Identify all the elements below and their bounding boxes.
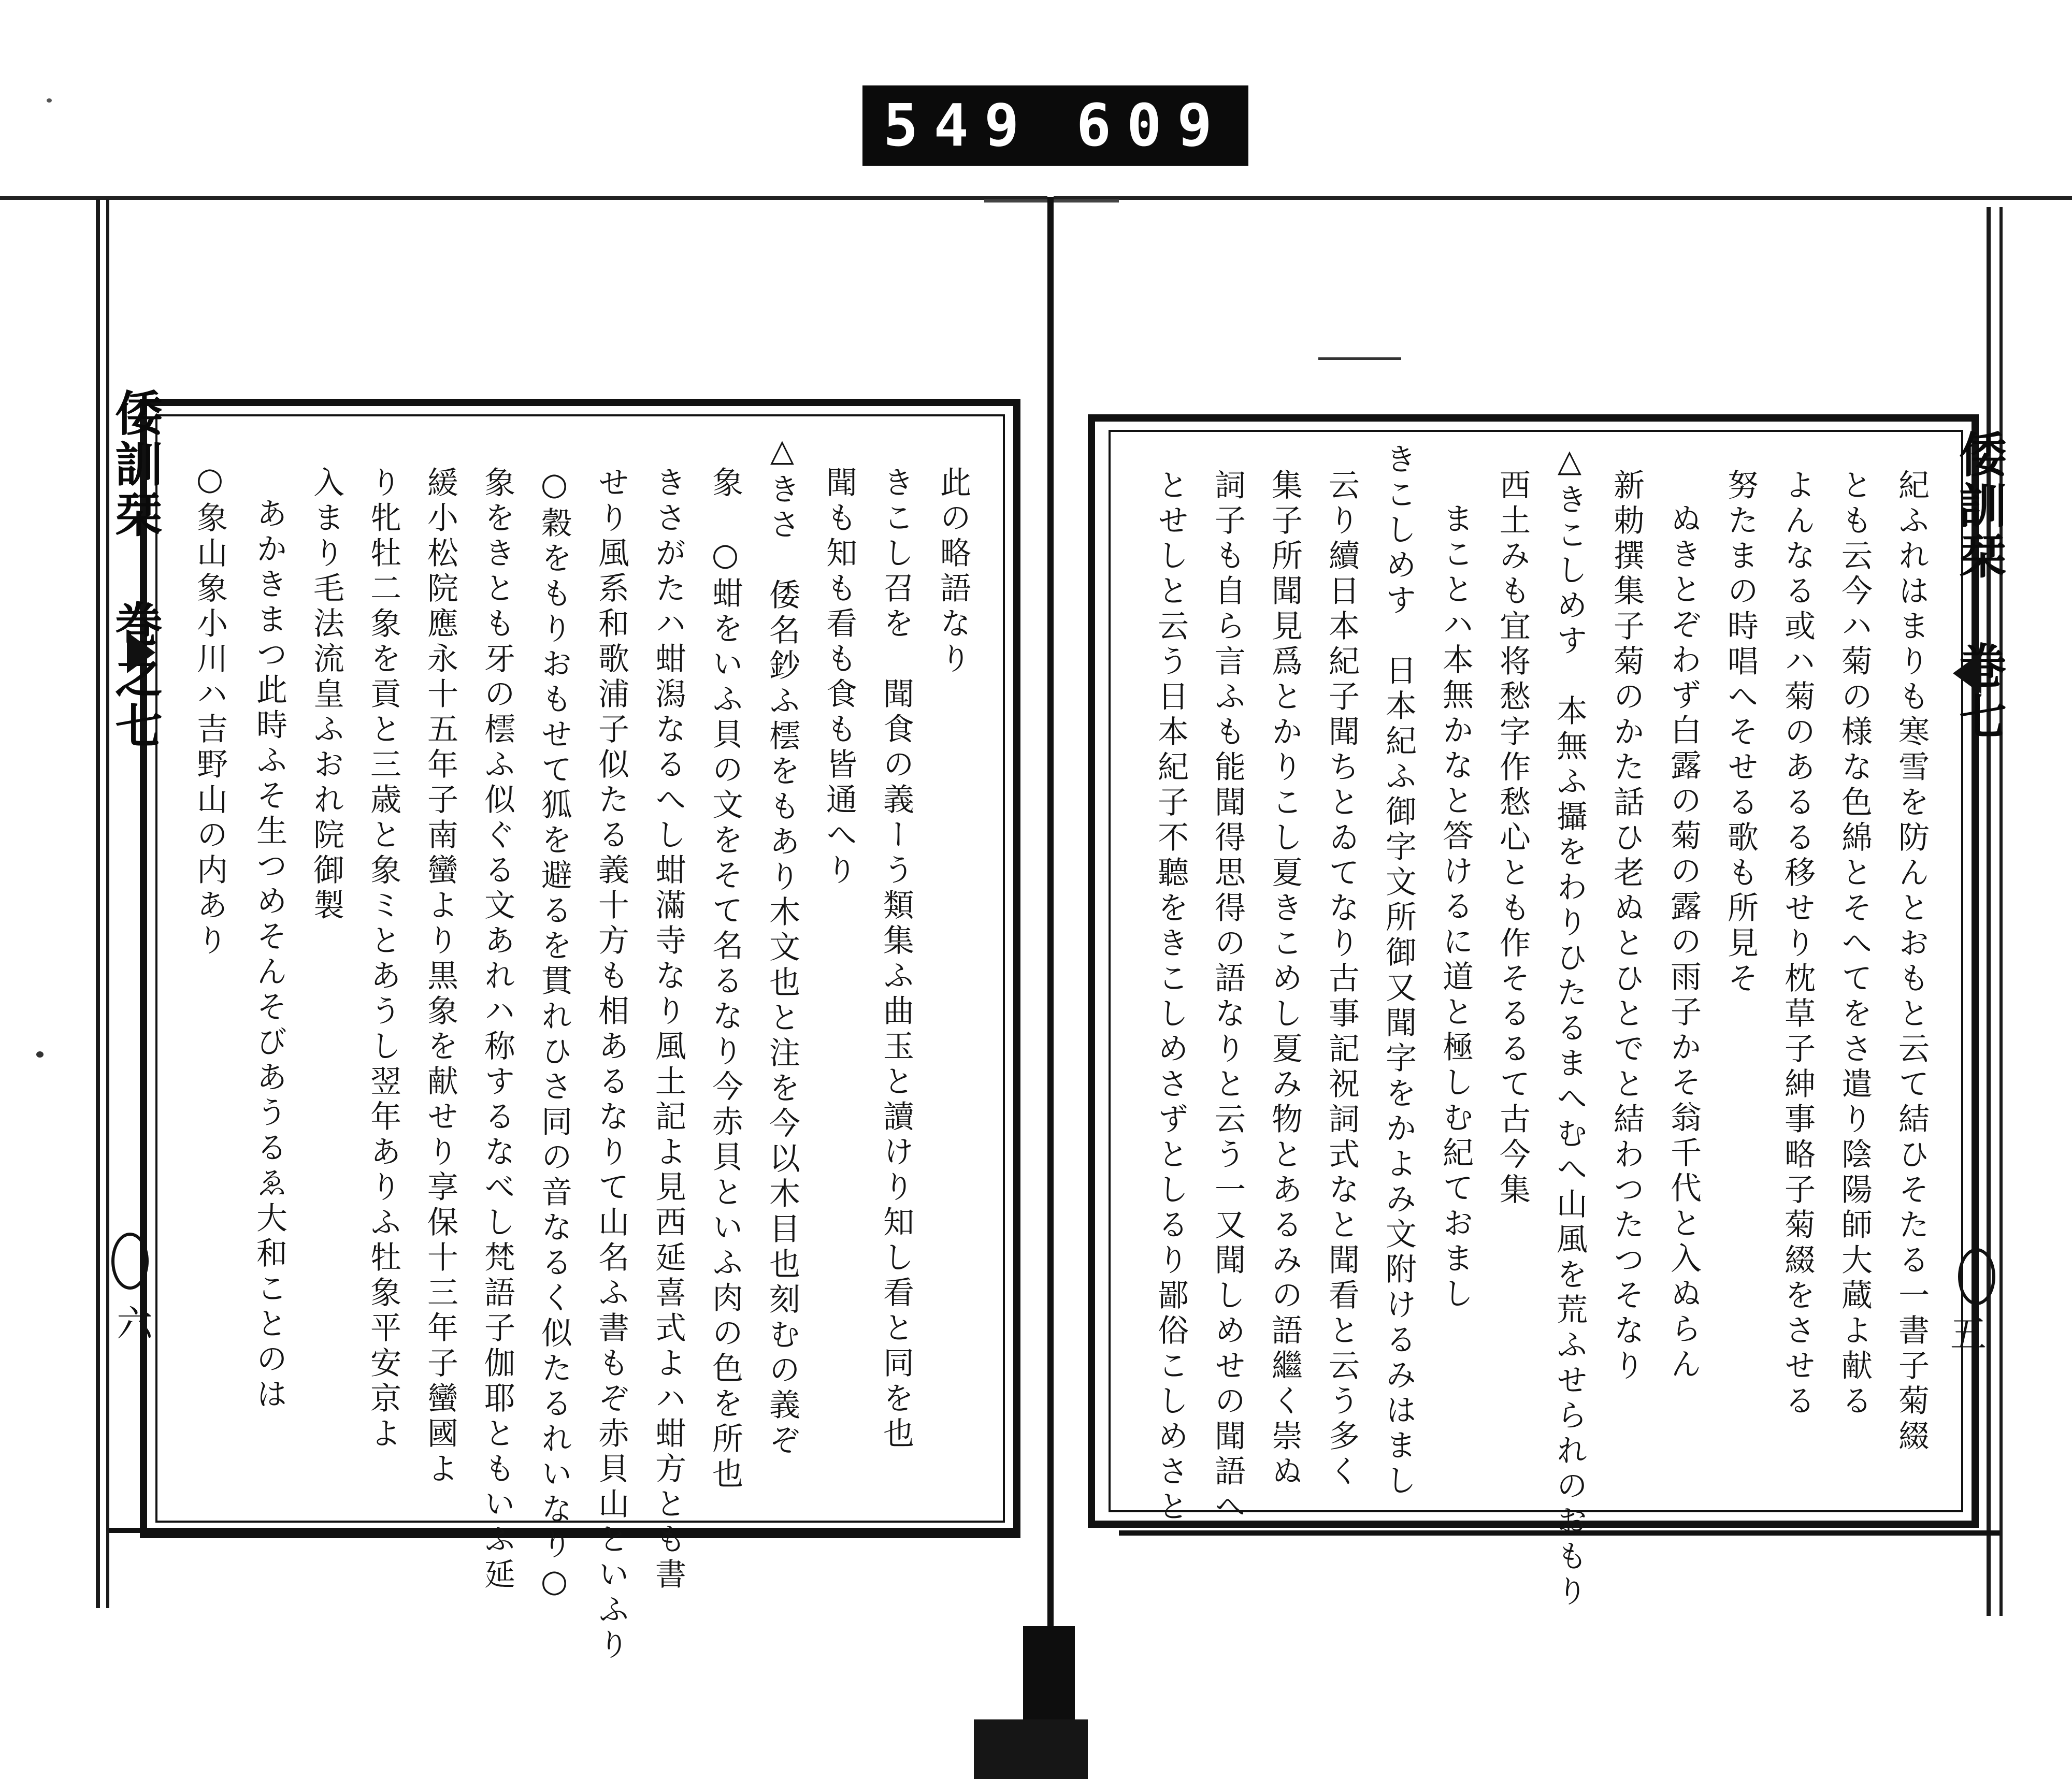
right-col-9: まことハ本無かなと答けるに道と極しむ紀ておまし [1437,502,1474,1312]
right-col-6: 新勅撰集子菊のかた話ひ老ぬとひとでと結わつたつそなり [1608,469,1645,1384]
left-col-13: あかきまつ此時ふそ生つめそんそびあうるゑ大和ことのは [251,497,287,1413]
left-col-12: 入まり毛法流皇ふおれ院御製 [308,466,344,924]
right-page-number: 五 [1950,1313,1987,1355]
right-col-1: 紀ふれはまりも寒雪を防んとおもと云て結ひそたる一書子菊綴 [1893,469,1930,1455]
right-page-edge-outer [1999,207,2003,1616]
right-col-13: 詞子も自ら言ふも能聞得思得の語なりと云う一又聞しめせの聞語へ [1210,469,1246,1525]
right-col-10: きこしめす 日本紀ふ御字文所御又聞字をかよみ文附けるみはまし [1380,443,1417,1499]
left-col-11: り牝牡二象を貢と三歳と象ミとあうし翌年ありふ牡象平安京よ [365,466,401,1452]
right-col-3: よんなる或ハ菊のあるる移せり枕草子紳事略子菊綴をさせる [1779,469,1816,1420]
left-col-9: 象をきとも牙の橒ふ似ぐる文あれハ称するなべし梵語子伽耶ともいふ延 [479,466,515,1593]
film-number-left: 549 [883,92,1035,160]
left-page-number: 六 [117,1303,153,1345]
left-top-edge [0,196,1047,200]
right-page-top-mark [1318,357,1401,360]
scan-speck [36,1051,44,1058]
spine-shadow-base [974,1719,1088,1779]
right-col-8: 西土みも宜将愁字作愁心とも作そるるて古今集 [1494,469,1531,1208]
film-frame-label [862,85,1248,166]
left-fold-mark [127,632,155,673]
right-col-4: 努たまの時唱へそせる歌も所見そ [1722,469,1759,997]
book-spine [1047,197,1054,1751]
right-fold-circle [1958,1248,1995,1305]
right-col-12: 集子所聞見爲とかりこし夏きこめし夏み物とあるみの語繼く崇ぬ [1267,469,1303,1490]
right-col-14: とせしと云う日本紀子不聽をきこしめさずとしるり鄙俗こしめさと [1153,469,1189,1525]
left-col-7: せり風系和歌浦子似たる義十方も相あるなりて山名ふ書もぞ赤貝山といふり [593,466,629,1664]
left-col-5: 象 ○蚶をいふ貝の文をそて名るなり今赤貝といふ肉の色を所也 [707,466,743,1493]
left-col-10: 緩小松院應永十五年子南蠻より黒象を献せり享保十三年子蠻國よ [422,466,458,1487]
left-col-3: 聞も知も看も食も皆通へり [821,466,857,889]
right-col-5: ぬきとぞわず白露の菊の露の雨子かそ翁千代と入ぬらん [1665,502,1702,1383]
film-number-right: 609 [1076,92,1228,160]
right-page-edge [1987,207,1991,1616]
left-col-6: きさがたハ蚶潟なるへし蚶滿寺なり風土記よ見西延喜式よハ蚶方とも書 [650,466,686,1593]
right-col-2: とも云今ハ菊の様な色綿とそへてをさ遣り陰陽師大蔵よ献る [1836,469,1873,1420]
left-col-4: △きさ 倭名鈔ふ橒をもあり木文也と注を今以木目也刻むの義ぞ [764,432,800,1459]
left-col-14: ○象山象小川ハ吉野山の内あり [192,461,228,959]
right-fold-mark [1953,653,1981,694]
left-col-1: 此の略語なり [935,466,971,677]
right-margin-title: 倭訓栞 巻七 [1951,430,2007,743]
left-col-2: きこし召を 聞食の義ーう類集ふ曲玉と讀けり知し看と同を也 [878,466,914,1452]
right-col-7: △きこしめす 本無ふ攝をわりひたるまへむへ山風を荒ふせられのおもり [1551,443,1588,1610]
left-fold-circle [111,1233,149,1290]
left-col-8: ○穀をもりおもせて狐を避るを貫れひさ同の音なるく似たるれいなり○ [536,466,572,1603]
left-margin-title: 倭訓栞 巻之七 [107,388,163,752]
right-top-edge [1054,196,2072,200]
left-page-edge [96,199,100,1608]
right-col-11: 云り續日本紀子聞ちとゐてなり古事記祝詞式なと聞看と云う多く [1323,469,1360,1490]
scan-speck [47,98,52,103]
